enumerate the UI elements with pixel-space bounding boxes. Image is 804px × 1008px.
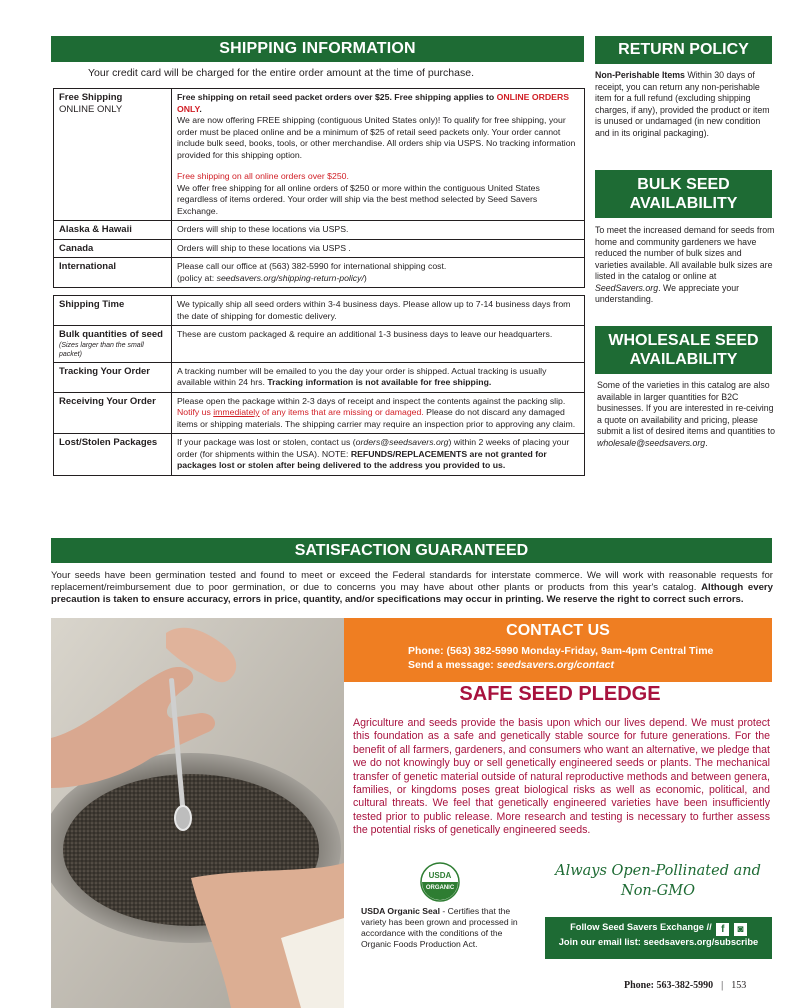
receiving-label-text: Receiving Your Order xyxy=(59,395,156,407)
shipping-table xyxy=(53,88,585,476)
canada-label xyxy=(54,239,172,258)
alaska-hawaii-label-text: Alaska & Hawaii xyxy=(59,224,132,235)
tracking-label-text: Tracking Your Order xyxy=(59,365,150,377)
lost-stolen-label xyxy=(54,434,172,476)
free-shipping-desc xyxy=(172,89,585,221)
tagline xyxy=(540,861,776,901)
shipping-time-desc: We typically ship all seed orders within 3-4 business days. Please allow up to 7-14 business days from the date of shipping for domestic delivery. xyxy=(172,296,585,326)
lost-text1: If your package was lost or stolen, contact us ( xyxy=(177,437,356,447)
bulk-seed-text xyxy=(595,225,775,306)
free-shipping-intro: Free shipping on retail seed packet orders over $25. Free shipping applies to xyxy=(177,92,497,102)
table-gap xyxy=(54,288,585,296)
shipping-time-label-text: Shipping Time xyxy=(59,299,125,310)
seed-bowl-photo xyxy=(51,618,344,1008)
follow-box xyxy=(545,917,772,959)
seed-bowl-illustration xyxy=(51,618,344,1008)
receiving-desc xyxy=(172,392,585,434)
satisfaction-title: SATISFACTION GUARANTEED xyxy=(51,538,772,563)
shipping-time-label xyxy=(54,296,172,326)
free-shipping-text1: We are now offering FREE shipping (contiguous United States only)! To qualify for free shipping, your order must be placed online and be a minimum of $25 of retail seed packets only. Your order cannot include bulk seed, books, tools, or other merchandise. All orders ship via USPS. No tracking information provided for this shipping option. xyxy=(177,115,576,160)
shipping-title: SHIPPING INFORMATION xyxy=(51,36,584,62)
online-only-text: ONLINE ORDERS ONLY xyxy=(177,92,570,114)
lost-stolen-desc xyxy=(172,434,585,476)
contact-box xyxy=(344,618,772,682)
tagline-line2: Non-GMO xyxy=(621,883,695,899)
tracking-label xyxy=(54,362,172,392)
lost-bold: REFUNDS/REPLACEMENTS are not granted for packages lost or stolen after being delivered to the address you provided to us. xyxy=(177,448,547,470)
usda-body: - Certifies that the variety has been grown and processed in accordance with the conditions of the Organic Foods Production Act. xyxy=(361,906,518,949)
bulk-quantities-label xyxy=(54,326,172,363)
lost-stolen-label-text: Lost/Stolen Packages xyxy=(59,437,158,448)
satisfaction-bold: Although every precaution is taken to ensure accuracy, errors in price, quantity, and/or specifications may occur in printing. We reserve the right to correct such errors. xyxy=(51,582,773,605)
pledge-title: SAFE SEED PLEDGE xyxy=(459,683,661,705)
contact-message-prefix: Send a message: xyxy=(408,659,497,671)
pledge-text: Agriculture and seeds provide the basis upon which our lives depend. We must protect this foundation as a safe and genetically stable source for future generations. For the benefit of all farmers, gardeners, and consumers who want an alternative, we pledge that we do not knowingly buy or sell genetically engineered seeds or plants. The mechanical transfer of genetic material outside of natural reproductive methods and between genera, families, or kingdoms poses great biological risks as well as economic, political, and cultural threats. We feel that genetically engineered varieties have been insufficiently tested prior to public release. More research and testing is necessary to further assess the potential risks of genetically engineered seeds. xyxy=(353,717,770,837)
bulk-quantities-sublabel: (Sizes larger than the small packet) xyxy=(59,341,144,358)
international-text: Please call our office at (563) 382-5990 for international shipping cost. xyxy=(177,261,447,271)
contact-message xyxy=(408,659,614,671)
non-perishable-label: Non-Perishable Items xyxy=(595,70,685,80)
satisfaction-text xyxy=(51,570,773,606)
footer-separator: | xyxy=(721,980,724,991)
footer-phone: Phone: 563-382-5990 xyxy=(624,980,714,991)
free-shipping-label xyxy=(54,89,172,221)
facebook-icon[interactable]: f xyxy=(716,923,729,936)
follow-text: Follow Seed Savers Exchange // xyxy=(570,922,712,932)
bulk-quantities-label-text: Bulk quantities of seed xyxy=(59,329,163,340)
policy-link[interactable]: seedsavers.org/shipping-return-policy/ xyxy=(216,272,364,283)
return-policy-body: Within 30 days of receipt, you can return any non-perishable item for a full refund (excluding shipping charges, if any), provided the product or item is unused or undamaged (in new condition and in its original packaging). xyxy=(595,70,770,138)
wholesale-title: WHOLESALE SEED AVAILABILITY xyxy=(595,326,772,374)
return-policy-title: RETURN POLICY xyxy=(595,36,772,64)
tracking-bold: Tracking information is not available for free shipping. xyxy=(267,377,492,387)
page-number: 153 xyxy=(731,980,747,991)
tracking-text: A tracking number will be emailed to you the day your order is shipped. Actual tracking is usually available within 24 hrs. xyxy=(177,365,547,387)
free-shipping-250-heading: Free shipping on all online orders over $250. xyxy=(177,171,349,181)
alaska-hawaii-desc: Orders will ship to these locations via USPS. xyxy=(172,221,585,240)
table-row xyxy=(54,89,585,221)
shipping-note: Your credit card will be charged for the entire order amount at the time of purchase. xyxy=(88,67,474,79)
free-shipping-sublabel: ONLINE ONLY xyxy=(59,103,123,115)
satisfaction-body: Your seeds have been germination tested and found to meet or exceed the Federal standards for interstate commerce. We will work with reasonable requests for replacement/reimbursement due to poor germination, or due to concerns you may have about other plants or products from this year's catalog. xyxy=(51,570,773,593)
usda-organic-seal-icon xyxy=(420,862,460,902)
seedsavers-link[interactable]: SeedSavers.org xyxy=(595,282,659,293)
table-row xyxy=(54,239,585,258)
return-policy-text xyxy=(595,70,775,139)
table-row xyxy=(54,258,585,288)
notify-text: Notify us xyxy=(177,407,214,417)
table-row xyxy=(54,296,585,326)
free-shipping-text2: We offer free shipping for all online orders of $250 or more within the contiguous United States regardless of items ordered. Your order will ship via the best method selected by Seed Savers Exchange. xyxy=(177,182,540,216)
alaska-hawaii-label xyxy=(54,221,172,240)
receiving-text2: Please do not discard any damaged items or shipping materials. The shipping carrier may require an inspection prior to approving any claim. xyxy=(177,407,576,429)
international-label xyxy=(54,258,172,288)
lost-text2: ) within 2 weeks of placing your order (for shipments within the USA). NOTE: xyxy=(177,437,570,459)
contact-title: CONTACT US xyxy=(506,622,610,639)
bulk-seed-body: To meet the increased demand for seeds from home and community gardeners we have reduced the number of bulk sizes and varieties available. All available bulk sizes are listed in the catalog or online at xyxy=(595,225,775,281)
tagline-line1: Always Open-Pollinated and xyxy=(555,863,761,879)
receiving-text1: Please open the package within 2-3 days of receipt and inspect the contents against the packing slip. xyxy=(177,395,566,406)
canada-label-text: Canada xyxy=(59,242,94,254)
usda-text xyxy=(361,906,531,950)
table-row xyxy=(54,221,585,240)
immediately-text: immediately xyxy=(213,407,260,417)
bulk-seed-end: . We appreciate your understanding. xyxy=(595,282,740,304)
bulk-seed-title: BULK SEED AVAILABILITY xyxy=(595,170,772,218)
wholesale-text xyxy=(597,380,775,449)
missing-damaged-text: of any items that are missing or damaged. xyxy=(259,407,424,417)
page-footer xyxy=(624,980,746,991)
free-shipping-label-text: Free Shipping xyxy=(59,92,123,103)
tracking-desc xyxy=(172,362,585,392)
table-row xyxy=(54,434,585,476)
receiving-label xyxy=(54,392,172,434)
wholesale-end: . xyxy=(705,437,708,448)
instagram-icon[interactable]: ◙ xyxy=(734,923,747,936)
canada-desc: Orders will ship to these locations via USPS . xyxy=(172,239,585,258)
usda-bold: USDA Organic Seal xyxy=(361,906,440,916)
policy-prefix: (policy at: xyxy=(177,272,217,283)
table-row xyxy=(54,362,585,392)
international-label-text: International xyxy=(59,261,117,272)
free-shipping-period: . xyxy=(199,103,202,114)
table-row xyxy=(54,326,585,363)
contact-link[interactable]: seedsavers.org/contact xyxy=(496,659,615,671)
contact-phone: Phone: (563) 382-5990 Monday-Friday, 9am-4pm Central Time xyxy=(408,645,714,657)
seal-top-text: USDA xyxy=(428,871,452,880)
table-row xyxy=(54,392,585,434)
international-desc xyxy=(172,258,585,288)
spoon-bowl xyxy=(175,806,191,830)
wholesale-email-link[interactable]: wholesale@seedsavers.org xyxy=(597,437,706,448)
orders-email-link[interactable]: orders@seedsavers.org xyxy=(355,437,449,447)
subscribe-link[interactable]: Join our email list: seedsavers.org/subscribe xyxy=(558,937,759,947)
seal-bottom-text: ORGANIC xyxy=(425,885,455,891)
bulk-quantities-desc: These are custom packaged & require an additional 1-3 business days to leave our headquarters. xyxy=(172,326,585,363)
wholesale-body: Some of the varieties in this catalog are also available in larger quantities for B2C businesses. If you are interested in re-ceiving a quote on availability and pricing, please submit a list of desired items and quantities to xyxy=(597,380,775,436)
policy-suffix: ) xyxy=(363,272,367,283)
